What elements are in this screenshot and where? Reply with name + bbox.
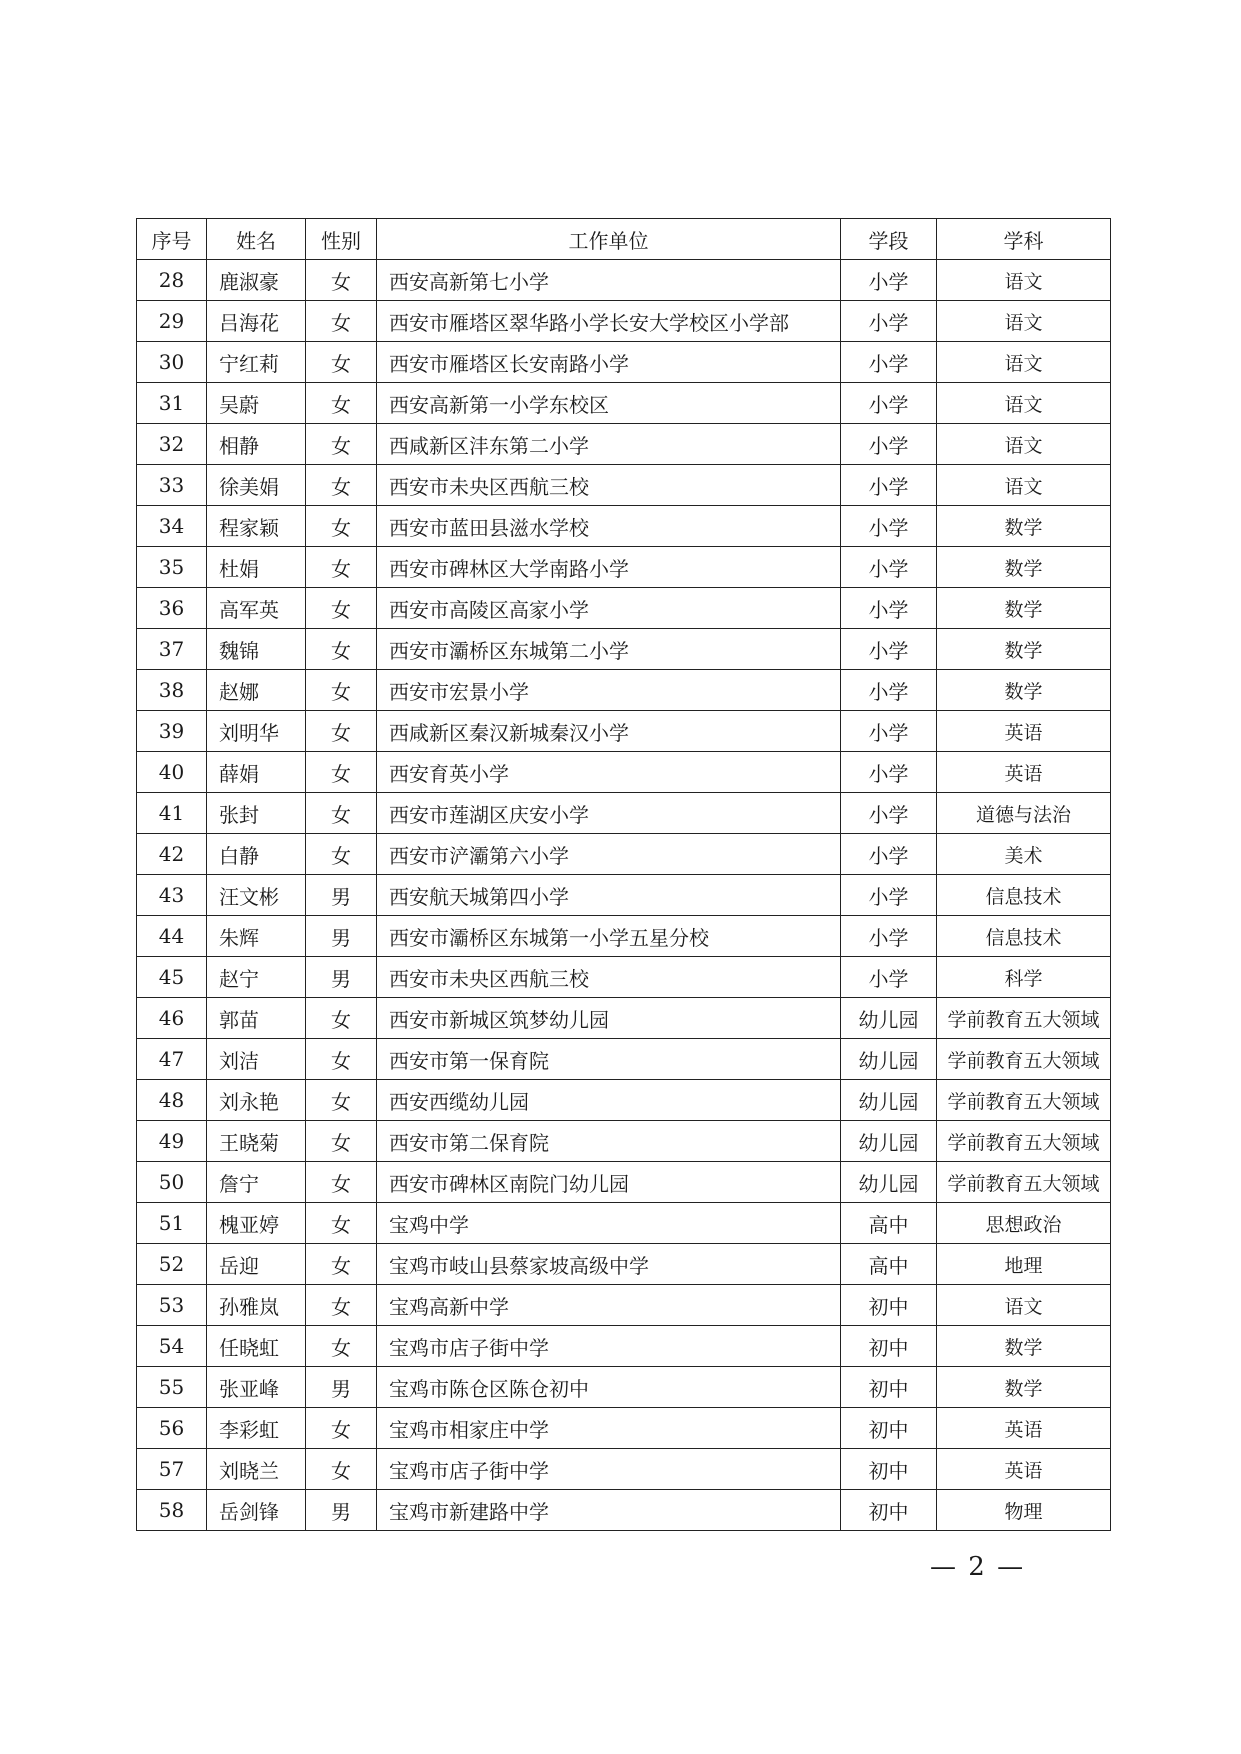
cell-subject: 语文 bbox=[937, 260, 1111, 301]
cell-name: 程家颖 bbox=[207, 506, 306, 547]
cell-workplace: 西安高新第七小学 bbox=[377, 260, 841, 301]
cell-serial: 48 bbox=[137, 1080, 207, 1121]
cell-serial: 42 bbox=[137, 834, 207, 875]
cell-gender: 女 bbox=[306, 588, 377, 629]
cell-workplace: 西安市第二保育院 bbox=[377, 1121, 841, 1162]
cell-subject: 英语 bbox=[937, 752, 1111, 793]
cell-stage: 小学 bbox=[841, 342, 937, 383]
table-row bbox=[137, 1326, 1111, 1367]
cell-subject: 语文 bbox=[937, 465, 1111, 506]
table-row bbox=[137, 1162, 1111, 1203]
cell-gender: 女 bbox=[306, 752, 377, 793]
cell-gender: 女 bbox=[306, 1039, 377, 1080]
cell-stage: 幼儿园 bbox=[841, 1121, 937, 1162]
cell-serial: 56 bbox=[137, 1408, 207, 1449]
cell-subject: 科学 bbox=[937, 957, 1111, 998]
cell-serial: 31 bbox=[137, 383, 207, 424]
cell-workplace: 西安市高陵区高家小学 bbox=[377, 588, 841, 629]
cell-name: 汪文彬 bbox=[207, 875, 306, 916]
cell-gender: 女 bbox=[306, 711, 377, 752]
cell-stage: 小学 bbox=[841, 260, 937, 301]
cell-workplace: 西咸新区沣东第二小学 bbox=[377, 424, 841, 465]
table-row bbox=[137, 547, 1111, 588]
cell-workplace: 西安市雁塔区翠华路小学长安大学校区小学部 bbox=[377, 301, 841, 342]
cell-subject: 英语 bbox=[937, 711, 1111, 752]
cell-name: 张亚峰 bbox=[207, 1367, 306, 1408]
cell-serial: 58 bbox=[137, 1490, 207, 1531]
cell-stage: 小学 bbox=[841, 875, 937, 916]
cell-subject: 美术 bbox=[937, 834, 1111, 875]
cell-subject: 语文 bbox=[937, 301, 1111, 342]
table-row bbox=[137, 506, 1111, 547]
cell-gender: 女 bbox=[306, 547, 377, 588]
header-workplace: 工作单位 bbox=[377, 219, 841, 260]
table-row bbox=[137, 1449, 1111, 1490]
cell-subject: 地理 bbox=[937, 1244, 1111, 1285]
cell-name: 魏锦 bbox=[207, 629, 306, 670]
table-row bbox=[137, 383, 1111, 424]
cell-stage: 幼儿园 bbox=[841, 1039, 937, 1080]
cell-serial: 54 bbox=[137, 1326, 207, 1367]
cell-name: 吕海花 bbox=[207, 301, 306, 342]
cell-subject: 学前教育五大领域 bbox=[937, 1080, 1111, 1121]
table-row bbox=[137, 793, 1111, 834]
cell-serial: 49 bbox=[137, 1121, 207, 1162]
cell-gender: 女 bbox=[306, 1203, 377, 1244]
table-row bbox=[137, 1039, 1111, 1080]
cell-stage: 小学 bbox=[841, 547, 937, 588]
cell-name: 薛娟 bbox=[207, 752, 306, 793]
cell-subject: 数学 bbox=[937, 670, 1111, 711]
cell-stage: 小学 bbox=[841, 301, 937, 342]
cell-workplace: 西安市未央区西航三校 bbox=[377, 465, 841, 506]
cell-gender: 女 bbox=[306, 465, 377, 506]
cell-gender: 女 bbox=[306, 301, 377, 342]
cell-serial: 32 bbox=[137, 424, 207, 465]
cell-stage: 小学 bbox=[841, 506, 937, 547]
cell-gender: 女 bbox=[306, 506, 377, 547]
cell-serial: 46 bbox=[137, 998, 207, 1039]
cell-name: 白静 bbox=[207, 834, 306, 875]
cell-serial: 40 bbox=[137, 752, 207, 793]
cell-name: 张封 bbox=[207, 793, 306, 834]
cell-workplace: 西安市莲湖区庆安小学 bbox=[377, 793, 841, 834]
cell-name: 刘明华 bbox=[207, 711, 306, 752]
cell-serial: 28 bbox=[137, 260, 207, 301]
table-header-row bbox=[137, 219, 1111, 260]
header-serial: 序号 bbox=[137, 219, 207, 260]
header-subject: 学科 bbox=[937, 219, 1111, 260]
cell-subject: 英语 bbox=[937, 1449, 1111, 1490]
cell-serial: 29 bbox=[137, 301, 207, 342]
cell-workplace: 西安西缆幼儿园 bbox=[377, 1080, 841, 1121]
table-row bbox=[137, 629, 1111, 670]
cell-subject: 数学 bbox=[937, 629, 1111, 670]
cell-workplace: 宝鸡中学 bbox=[377, 1203, 841, 1244]
cell-workplace: 西安市浐灞第六小学 bbox=[377, 834, 841, 875]
cell-stage: 幼儿园 bbox=[841, 998, 937, 1039]
cell-subject: 语文 bbox=[937, 1285, 1111, 1326]
cell-serial: 53 bbox=[137, 1285, 207, 1326]
cell-workplace: 宝鸡市店子街中学 bbox=[377, 1326, 841, 1367]
cell-name: 刘永艳 bbox=[207, 1080, 306, 1121]
table-body bbox=[137, 260, 1111, 1531]
page-number: — 2 — bbox=[930, 1552, 1026, 1582]
cell-workplace: 西安市雁塔区长安南路小学 bbox=[377, 342, 841, 383]
table-row bbox=[137, 670, 1111, 711]
cell-name: 刘晓兰 bbox=[207, 1449, 306, 1490]
cell-gender: 女 bbox=[306, 834, 377, 875]
cell-gender: 男 bbox=[306, 875, 377, 916]
cell-workplace: 宝鸡市相家庄中学 bbox=[377, 1408, 841, 1449]
cell-stage: 初中 bbox=[841, 1449, 937, 1490]
cell-serial: 35 bbox=[137, 547, 207, 588]
cell-subject: 信息技术 bbox=[937, 916, 1111, 957]
cell-subject: 思想政治 bbox=[937, 1203, 1111, 1244]
header-name: 姓名 bbox=[207, 219, 306, 260]
cell-workplace: 西安市碑林区南院门幼儿园 bbox=[377, 1162, 841, 1203]
cell-subject: 学前教育五大领域 bbox=[937, 998, 1111, 1039]
cell-gender: 女 bbox=[306, 342, 377, 383]
cell-stage: 小学 bbox=[841, 752, 937, 793]
cell-stage: 初中 bbox=[841, 1367, 937, 1408]
cell-workplace: 西安市新城区筑梦幼儿园 bbox=[377, 998, 841, 1039]
table-row bbox=[137, 1121, 1111, 1162]
cell-name: 王晓菊 bbox=[207, 1121, 306, 1162]
cell-workplace: 西安市灞桥区东城第一小学五星分校 bbox=[377, 916, 841, 957]
cell-stage: 初中 bbox=[841, 1490, 937, 1531]
cell-stage: 初中 bbox=[841, 1326, 937, 1367]
cell-subject: 英语 bbox=[937, 1408, 1111, 1449]
cell-subject: 数学 bbox=[937, 588, 1111, 629]
cell-serial: 45 bbox=[137, 957, 207, 998]
cell-name: 孙雅岚 bbox=[207, 1285, 306, 1326]
cell-workplace: 西安高新第一小学东校区 bbox=[377, 383, 841, 424]
cell-name: 杜娟 bbox=[207, 547, 306, 588]
cell-stage: 小学 bbox=[841, 834, 937, 875]
cell-serial: 44 bbox=[137, 916, 207, 957]
cell-workplace: 西咸新区秦汉新城秦汉小学 bbox=[377, 711, 841, 752]
cell-subject: 数学 bbox=[937, 547, 1111, 588]
cell-serial: 50 bbox=[137, 1162, 207, 1203]
cell-name: 郭苗 bbox=[207, 998, 306, 1039]
cell-stage: 小学 bbox=[841, 916, 937, 957]
cell-stage: 小学 bbox=[841, 383, 937, 424]
cell-workplace: 西安市第一保育院 bbox=[377, 1039, 841, 1080]
cell-stage: 小学 bbox=[841, 424, 937, 465]
cell-gender: 女 bbox=[306, 1121, 377, 1162]
table-row bbox=[137, 916, 1111, 957]
cell-stage: 初中 bbox=[841, 1285, 937, 1326]
cell-subject: 语文 bbox=[937, 383, 1111, 424]
table-row bbox=[137, 875, 1111, 916]
cell-subject: 道德与法治 bbox=[937, 793, 1111, 834]
table-row bbox=[137, 465, 1111, 506]
table-row bbox=[137, 957, 1111, 998]
cell-name: 刘洁 bbox=[207, 1039, 306, 1080]
cell-serial: 37 bbox=[137, 629, 207, 670]
table-row bbox=[137, 1367, 1111, 1408]
cell-gender: 女 bbox=[306, 670, 377, 711]
cell-stage: 小学 bbox=[841, 670, 937, 711]
cell-stage: 小学 bbox=[841, 793, 937, 834]
cell-gender: 女 bbox=[306, 424, 377, 465]
cell-name: 詹宁 bbox=[207, 1162, 306, 1203]
cell-gender: 男 bbox=[306, 957, 377, 998]
cell-serial: 36 bbox=[137, 588, 207, 629]
cell-serial: 43 bbox=[137, 875, 207, 916]
table-row bbox=[137, 998, 1111, 1039]
cell-serial: 52 bbox=[137, 1244, 207, 1285]
cell-gender: 女 bbox=[306, 1080, 377, 1121]
cell-gender: 男 bbox=[306, 916, 377, 957]
cell-name: 相静 bbox=[207, 424, 306, 465]
table-row bbox=[137, 260, 1111, 301]
cell-gender: 女 bbox=[306, 629, 377, 670]
cell-serial: 33 bbox=[137, 465, 207, 506]
table-row bbox=[137, 424, 1111, 465]
cell-stage: 小学 bbox=[841, 711, 937, 752]
cell-gender: 女 bbox=[306, 1244, 377, 1285]
cell-name: 赵娜 bbox=[207, 670, 306, 711]
cell-name: 朱辉 bbox=[207, 916, 306, 957]
cell-serial: 34 bbox=[137, 506, 207, 547]
table-row bbox=[137, 1244, 1111, 1285]
cell-gender: 女 bbox=[306, 1408, 377, 1449]
cell-serial: 39 bbox=[137, 711, 207, 752]
cell-name: 徐美娟 bbox=[207, 465, 306, 506]
cell-name: 赵宁 bbox=[207, 957, 306, 998]
table-row bbox=[137, 1490, 1111, 1531]
cell-gender: 女 bbox=[306, 793, 377, 834]
cell-gender: 女 bbox=[306, 1449, 377, 1490]
cell-stage: 高中 bbox=[841, 1203, 937, 1244]
cell-name: 高军英 bbox=[207, 588, 306, 629]
cell-stage: 幼儿园 bbox=[841, 1162, 937, 1203]
cell-gender: 女 bbox=[306, 998, 377, 1039]
table-row bbox=[137, 301, 1111, 342]
roster-table bbox=[136, 218, 1111, 1531]
table-row bbox=[137, 1285, 1111, 1326]
cell-stage: 小学 bbox=[841, 957, 937, 998]
cell-workplace: 西安市蓝田县滋水学校 bbox=[377, 506, 841, 547]
cell-name: 李彩虹 bbox=[207, 1408, 306, 1449]
cell-serial: 51 bbox=[137, 1203, 207, 1244]
cell-subject: 语文 bbox=[937, 342, 1111, 383]
cell-serial: 57 bbox=[137, 1449, 207, 1490]
cell-workplace: 西安市灞桥区东城第二小学 bbox=[377, 629, 841, 670]
table-row bbox=[137, 342, 1111, 383]
cell-workplace: 西安市未央区西航三校 bbox=[377, 957, 841, 998]
table-row bbox=[137, 1080, 1111, 1121]
cell-subject: 数学 bbox=[937, 1367, 1111, 1408]
cell-subject: 数学 bbox=[937, 1326, 1111, 1367]
cell-workplace: 宝鸡高新中学 bbox=[377, 1285, 841, 1326]
cell-name: 吴蔚 bbox=[207, 383, 306, 424]
table-row bbox=[137, 588, 1111, 629]
cell-stage: 小学 bbox=[841, 588, 937, 629]
table-row bbox=[137, 834, 1111, 875]
cell-workplace: 宝鸡市岐山县蔡家坡高级中学 bbox=[377, 1244, 841, 1285]
cell-workplace: 西安市碑林区大学南路小学 bbox=[377, 547, 841, 588]
cell-serial: 55 bbox=[137, 1367, 207, 1408]
cell-serial: 30 bbox=[137, 342, 207, 383]
header-stage: 学段 bbox=[841, 219, 937, 260]
cell-workplace: 西安育英小学 bbox=[377, 752, 841, 793]
cell-stage: 小学 bbox=[841, 629, 937, 670]
cell-stage: 幼儿园 bbox=[841, 1080, 937, 1121]
cell-gender: 女 bbox=[306, 1326, 377, 1367]
cell-stage: 高中 bbox=[841, 1244, 937, 1285]
cell-stage: 小学 bbox=[841, 465, 937, 506]
cell-gender: 女 bbox=[306, 1162, 377, 1203]
cell-gender: 男 bbox=[306, 1490, 377, 1531]
table-row bbox=[137, 711, 1111, 752]
cell-subject: 语文 bbox=[937, 424, 1111, 465]
cell-subject: 学前教育五大领域 bbox=[937, 1121, 1111, 1162]
roster-table-container bbox=[136, 218, 1110, 1531]
header-gender: 性别 bbox=[306, 219, 377, 260]
cell-subject: 学前教育五大领域 bbox=[937, 1162, 1111, 1203]
cell-workplace: 西安市宏景小学 bbox=[377, 670, 841, 711]
cell-serial: 41 bbox=[137, 793, 207, 834]
cell-subject: 数学 bbox=[937, 506, 1111, 547]
cell-subject: 学前教育五大领域 bbox=[937, 1039, 1111, 1080]
cell-subject: 物理 bbox=[937, 1490, 1111, 1531]
cell-name: 鹿淑豪 bbox=[207, 260, 306, 301]
cell-workplace: 宝鸡市店子街中学 bbox=[377, 1449, 841, 1490]
cell-name: 槐亚婷 bbox=[207, 1203, 306, 1244]
cell-workplace: 宝鸡市陈仓区陈仓初中 bbox=[377, 1367, 841, 1408]
table-row bbox=[137, 752, 1111, 793]
cell-gender: 男 bbox=[306, 1367, 377, 1408]
cell-serial: 38 bbox=[137, 670, 207, 711]
cell-gender: 女 bbox=[306, 1285, 377, 1326]
cell-gender: 女 bbox=[306, 383, 377, 424]
cell-serial: 47 bbox=[137, 1039, 207, 1080]
cell-name: 岳迎 bbox=[207, 1244, 306, 1285]
cell-workplace: 西安航天城第四小学 bbox=[377, 875, 841, 916]
table-row bbox=[137, 1408, 1111, 1449]
cell-name: 任晓虹 bbox=[207, 1326, 306, 1367]
cell-name: 宁红莉 bbox=[207, 342, 306, 383]
cell-subject: 信息技术 bbox=[937, 875, 1111, 916]
cell-gender: 女 bbox=[306, 260, 377, 301]
cell-workplace: 宝鸡市新建路中学 bbox=[377, 1490, 841, 1531]
cell-stage: 初中 bbox=[841, 1408, 937, 1449]
cell-name: 岳剑锋 bbox=[207, 1490, 306, 1531]
table-row bbox=[137, 1203, 1111, 1244]
